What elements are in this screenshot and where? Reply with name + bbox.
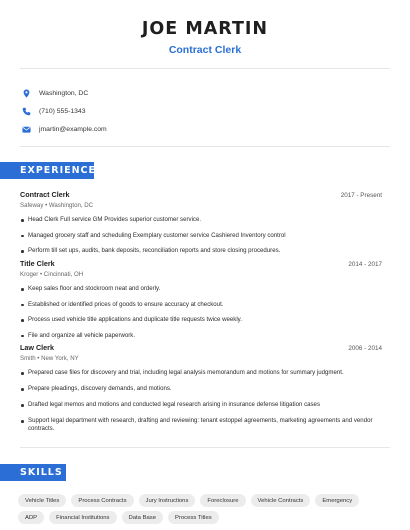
job-entry <box>20 343 382 433</box>
job-bullet: Established or identified prices of goods to ensure accuracy at checkout. <box>20 301 382 309</box>
job-company: Kroger • Cincinnati, OH <box>20 271 84 278</box>
experience-heading: EXPERIENCE <box>0 162 94 179</box>
contact-email <box>22 120 382 138</box>
job-title: Title Clerk <box>20 259 55 268</box>
job-company: Safeway • Washington, DC <box>20 202 94 209</box>
job-bullet: Perform till set ups, audits, bank deposits, reconciliation reports and store closing procedures. <box>20 247 382 255</box>
job-dates: 2014 - 2017 <box>348 261 382 268</box>
skill-chip: Data Base <box>122 511 164 524</box>
job-title: Law Clerk <box>20 343 54 352</box>
contact-info <box>22 84 382 139</box>
job-bullet: Drafted legal memos and motions and conducted legal research arising in insurance defense litigation cases <box>20 401 382 409</box>
job-bullet: Head Clerk Full service GM Provides superior customer service. <box>20 216 382 224</box>
job-bullet: Support legal department with research, drafting and reviewing: tenant estoppel agreements, marketing agreements and vendor contracts. <box>20 417 382 433</box>
job-company: Smith • New York, NY <box>20 355 79 362</box>
phone-icon <box>22 107 31 116</box>
experience-divider <box>20 447 390 448</box>
job-dates: 2006 - 2014 <box>348 345 382 352</box>
job-bullet: Prepare pleadings, discovery demands, and motions. <box>20 385 382 393</box>
skill-chip: Emergency <box>315 494 359 507</box>
job-bullets <box>20 369 382 433</box>
skills-heading: SKILLS <box>0 464 66 481</box>
skill-chip: ADP <box>18 511 44 524</box>
contact-divider <box>20 146 390 147</box>
skill-chip: Vehicle Contracts <box>251 494 311 507</box>
email-icon <box>22 125 31 134</box>
email-text[interactable]: jmartin@example.com <box>39 125 107 133</box>
skill-chip: Jury Instructions <box>139 494 196 507</box>
job-dates: 2017 - Present <box>340 192 382 199</box>
skill-chip: Vehicle Titles <box>18 494 66 507</box>
candidate-name: JOE MARTIN <box>141 19 269 39</box>
skills-list <box>18 494 390 524</box>
header-divider <box>20 68 390 69</box>
contact-phone <box>22 102 382 120</box>
skill-chip: Process Titles <box>168 511 219 524</box>
job-bullets <box>20 285 382 340</box>
job-bullet: Managed grocery staff and scheduling Exemplary customer service Cashiered Inventory control <box>20 232 382 240</box>
job-bullet: File and organize all vehicle paperwork. <box>20 332 382 340</box>
skill-chip: Process Contracts <box>71 494 133 507</box>
resume-header <box>0 18 410 56</box>
job-bullet: Prepared case files for discovery and trial, including legal analysis memorandum and motions for summary judgment. <box>20 369 382 377</box>
job-entry <box>20 259 382 340</box>
location-text: Washington, DC <box>39 89 89 97</box>
skill-chip: Financial Institutions <box>49 511 116 524</box>
candidate-role: Contract Clerk <box>168 44 242 56</box>
job-title: Contract Clerk <box>20 190 70 199</box>
location-pin-icon <box>22 89 31 98</box>
job-bullets <box>20 216 382 255</box>
job-bullet: Process used vehicle title applications and duplicate title requests twice weekly. <box>20 316 382 324</box>
contact-location <box>22 84 382 102</box>
skill-chip: Foreclosure <box>200 494 245 507</box>
job-entry <box>20 190 382 255</box>
phone-text[interactable]: (710) 555-1343 <box>39 107 86 115</box>
job-bullet: Keep sales floor and stockroom neat and orderly. <box>20 285 382 293</box>
